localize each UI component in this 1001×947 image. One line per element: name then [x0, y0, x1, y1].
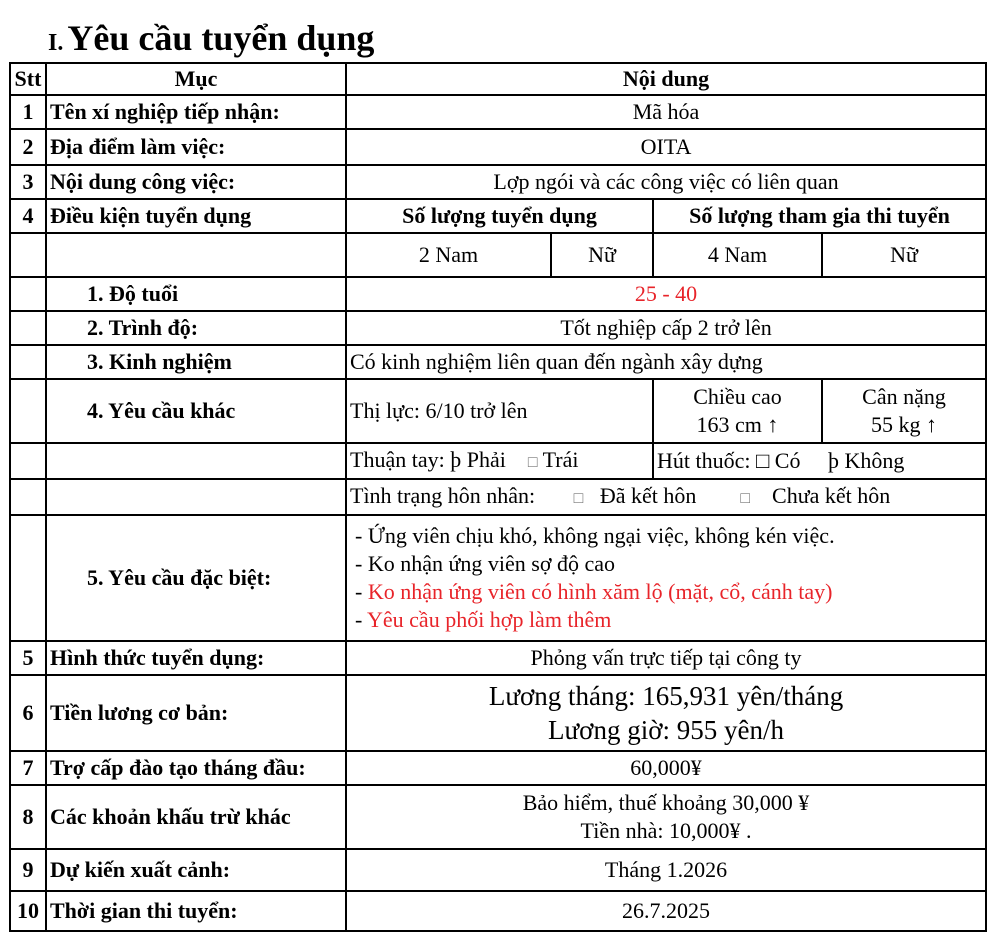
row-label: Các khoản khấu trừ khác	[46, 785, 346, 849]
smoking-no: Không	[844, 448, 905, 473]
handedness-right: Phải	[466, 446, 506, 472]
exam-count-header: Số lượng tham gia thi tuyển	[653, 199, 986, 233]
table-row	[10, 785, 986, 849]
smoking-label: Hút thuốc:	[657, 448, 751, 473]
deductions-cell	[346, 785, 986, 849]
smoking-cell	[653, 443, 986, 479]
table-row	[10, 443, 986, 479]
row-stt: 10	[10, 891, 46, 931]
monthly-salary: Lương tháng: 165,931 yên/tháng	[488, 681, 844, 711]
unchecked-box-icon: □	[740, 489, 751, 507]
handedness-label: Thuận tay:	[350, 446, 445, 472]
table-row	[10, 199, 986, 233]
age-value: 25 - 40	[346, 277, 986, 311]
recruit-count-header: Số lượng tuyển dụng	[346, 199, 653, 233]
age-label: 1. Độ tuổi	[46, 277, 346, 311]
table-row	[10, 233, 986, 277]
list-item-text: Yêu cầu phối hợp làm thêm	[367, 607, 612, 632]
salary-cell	[346, 675, 986, 751]
table-row	[10, 277, 986, 311]
row-label: Địa điểm làm việc:	[46, 129, 346, 165]
row-label: Hình thức tuyển dụng:	[46, 641, 346, 675]
height-label: Chiều cao	[693, 384, 782, 409]
exam-female: Nữ	[822, 233, 986, 277]
experience-label: 3. Kinh nghiệm	[46, 345, 346, 379]
table-row	[10, 515, 986, 641]
list-item-text: Ko nhận ứng viên có hình xăm lộ (mặt, cổ, cánh tay)	[367, 579, 833, 604]
table-row	[10, 849, 986, 891]
experience-value: Có kinh nghiệm liên quan đến ngành xây dựng	[346, 345, 986, 379]
row-label: Nội dung công việc:	[46, 165, 346, 199]
unchecked-box-icon: □	[573, 489, 584, 507]
height-value: 163 cm ↑	[696, 412, 779, 437]
exam-male: 4 Nam	[653, 233, 822, 277]
hourly-salary: Lương giờ: 955 yên/h	[548, 715, 784, 745]
requirements-table	[9, 62, 987, 932]
table-row	[10, 311, 986, 345]
table-row	[10, 165, 986, 199]
table-row	[10, 345, 986, 379]
unchecked-box-icon: □	[527, 453, 538, 471]
table-header-row	[10, 63, 986, 95]
marital-married: Đã kết hôn	[599, 482, 697, 508]
marital-status-cell	[346, 479, 986, 515]
list-item: - Ứng viên chịu khó, không ngại việc, không kén việc.	[355, 523, 835, 548]
row-stt: 9	[10, 849, 46, 891]
row-label: Thời gian thi tuyển:	[46, 891, 346, 931]
row-value: OITA	[346, 129, 986, 165]
table-row	[10, 751, 986, 785]
heading-title: Yêu cầu tuyển dụng	[67, 18, 375, 58]
table-row	[10, 675, 986, 751]
header-content: Nội dung	[346, 63, 986, 95]
list-item	[355, 606, 982, 634]
smoking-yes: Có	[774, 448, 801, 473]
unchecked-box-icon: □	[756, 448, 770, 473]
handedness-left: Trái	[542, 446, 579, 472]
list-dash: -	[355, 607, 368, 632]
checked-box-icon: þ	[450, 446, 462, 472]
row-label: Trợ cấp đào tạo tháng đầu:	[46, 751, 346, 785]
other-requirements-label: 4. Yêu cầu khác	[46, 379, 346, 443]
row-value: Tháng 1.2026	[346, 849, 986, 891]
special-requirements-list	[346, 515, 986, 641]
row-stt: 7	[10, 751, 46, 785]
weight-value: 55 kg ↑	[871, 412, 938, 437]
table-row	[10, 891, 986, 931]
list-item: - Ko nhận ứng viên sợ độ cao	[355, 551, 616, 576]
row-value: Phỏng vấn trực tiếp tại công ty	[346, 641, 986, 675]
housing-fee: Tiền nhà: 10,000¥ .	[580, 818, 752, 843]
table-row	[10, 641, 986, 675]
row-stt: 1	[10, 95, 46, 129]
marital-single: Chưa kết hôn	[772, 482, 891, 508]
list-dash: -	[355, 579, 368, 604]
education-value: Tốt nghiệp cấp 2 trở lên	[346, 311, 986, 345]
list-item	[355, 578, 982, 606]
row-stt: 8	[10, 785, 46, 849]
row-stt: 2	[10, 129, 46, 165]
insurance-tax: Bảo hiểm, thuế khoảng 30,000 ¥	[522, 790, 810, 815]
table-row	[10, 129, 986, 165]
special-requirements-label: 5. Yêu cầu đặc biệt:	[46, 515, 346, 641]
weight-cell	[822, 379, 986, 443]
table-row	[10, 479, 986, 515]
education-label: 2. Trình độ:	[46, 311, 346, 345]
row-label: Tên xí nghiệp tiếp nhận:	[46, 95, 346, 129]
row-stt: 5	[10, 641, 46, 675]
eyesight-value: Thị lực: 6/10 trở lên	[346, 379, 653, 443]
handedness-cell	[346, 443, 653, 479]
recruit-female: Nữ	[551, 233, 653, 277]
row-stt: 3	[10, 165, 46, 199]
recruit-male: 2 Nam	[346, 233, 551, 277]
page-heading	[48, 16, 374, 60]
table-row	[10, 379, 986, 443]
row-value: Mã hóa	[346, 95, 986, 129]
row-value: Lợp ngói và các công việc có liên quan	[346, 165, 986, 199]
header-stt: Stt	[10, 63, 46, 95]
checked-box-icon: þ	[827, 448, 839, 473]
row-value: 60,000¥	[346, 751, 986, 785]
row-label: Điều kiện tuyển dụng	[46, 199, 346, 233]
row-stt: 6	[10, 675, 46, 751]
height-cell	[653, 379, 822, 443]
row-stt: 4	[10, 199, 46, 233]
row-label: Tiền lương cơ bản:	[46, 675, 346, 751]
row-value: 26.7.2025	[346, 891, 986, 931]
marital-label: Tình trạng hôn nhân:	[350, 482, 536, 508]
row-label: Dự kiến xuất cảnh:	[46, 849, 346, 891]
weight-label: Cân nặng	[862, 384, 946, 409]
heading-number: I.	[48, 30, 64, 56]
table-row	[10, 95, 986, 129]
header-item: Mục	[46, 63, 346, 95]
